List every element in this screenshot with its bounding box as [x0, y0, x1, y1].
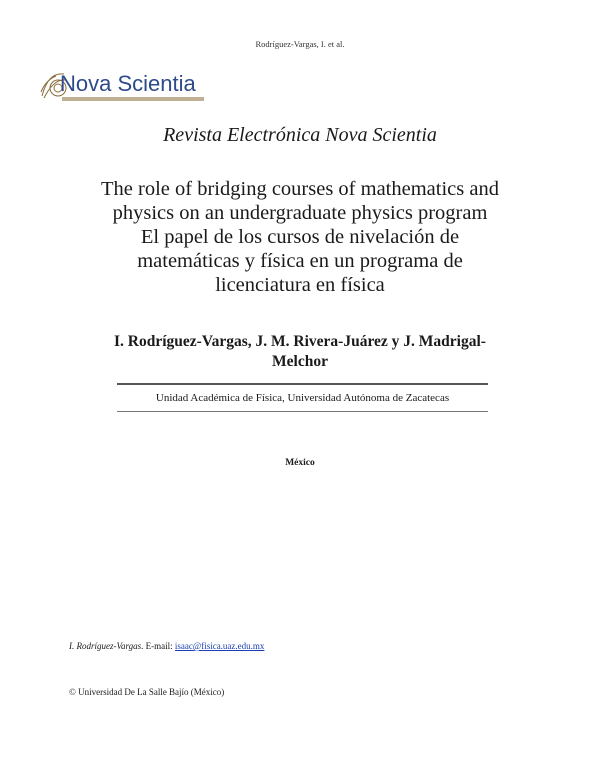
author-line: I. Rodríguez-Vargas, J. M. Rivera-Juárez y J. Madrigal- — [114, 333, 486, 350]
author-line: Melchor — [272, 353, 328, 370]
country: México — [285, 458, 315, 468]
footnote-label: . E-mail: — [141, 641, 175, 651]
copyright-notice: © Universidad De La Salle Bajío (México) — [69, 687, 225, 697]
footnote-author: I. Rodríguez-Vargas — [69, 641, 142, 651]
nova-scientia-logo-icon — [38, 66, 238, 106]
running-head: Rodríguez-Vargas, I. et al. — [255, 39, 345, 49]
email-link[interactable]: isaac@fisica.uaz.edu.mx — [174, 641, 265, 651]
title-line: The role of bridging courses of mathematics and — [101, 178, 499, 200]
logo-brand-text: Nova Scientia — [60, 71, 196, 96]
correspondence-footnote — [69, 641, 264, 651]
title-line: licenciatura en física — [215, 274, 385, 296]
journal-logo — [38, 66, 238, 106]
affiliation: Unidad Académica de Física, Universidad Autónoma de Zacatecas — [155, 392, 450, 404]
title-line: El papel de los cursos de nivelación de — [140, 226, 460, 248]
author-list — [60, 332, 540, 372]
title-line: physics on an undergraduate physics program — [112, 202, 488, 224]
article-title — [50, 177, 550, 297]
affiliation-box — [117, 383, 488, 412]
journal-name: Revista Electrónica Nova Scientia — [163, 124, 437, 146]
title-line: matemáticas y física en un programa de — [137, 250, 463, 272]
